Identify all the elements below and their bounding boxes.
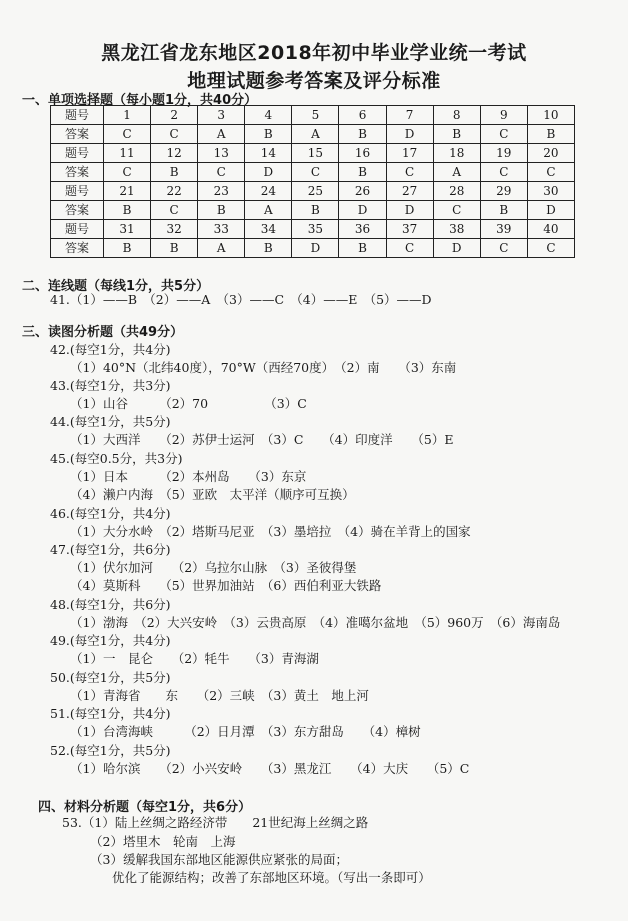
section3-heading: 三、读图分析题（共49分） [22, 325, 184, 340]
table-cell: D [245, 163, 292, 182]
answer-table [50, 105, 575, 258]
table-cell: 31 [104, 220, 151, 239]
table-cell: 39 [480, 220, 527, 239]
table-cell: D [527, 201, 574, 220]
table-cell: D [433, 239, 480, 258]
table-cell: C [527, 239, 574, 258]
table-cell: D [386, 125, 433, 144]
table-row [51, 201, 575, 220]
table-cell: 11 [104, 144, 151, 163]
q53-answer-2: （2）塔里木 轮南 上海 [90, 834, 236, 849]
document-subtitle: 地理试题参考答案及评分标准 [187, 70, 441, 92]
row-label-cell: 答案 [51, 163, 104, 182]
q53-answer-3: （3）缓解我国东部地区能源供应紧张的局面； [90, 852, 348, 867]
q42-answer: （1）40°N（北纬40度），70°W（西经70度） （2）南 （3）东南 [70, 360, 457, 375]
q45-answer-1: （1）日本 （2）本州岛 （3）东京 [70, 469, 307, 484]
table-cell: B [339, 163, 386, 182]
q52-header: 52.(每空1分，共5分) [50, 743, 171, 758]
q49-header: 49.(每空1分，共4分) [50, 633, 171, 648]
q46-answer: （1）大分水岭 （2）塔斯马尼亚 （3）墨培拉 （4）骑在羊背上的国家 [70, 524, 471, 539]
table-row [51, 106, 575, 125]
table-cell: 24 [245, 182, 292, 201]
table-cell: 17 [386, 144, 433, 163]
q51-answer: （1）台湾海峡 （2）日月潭 （3）东方甜岛 （4）樟树 [70, 724, 421, 739]
row-label-cell: 题号 [51, 106, 104, 125]
table-cell: D [339, 201, 386, 220]
table-cell: 34 [245, 220, 292, 239]
table-cell: C [386, 163, 433, 182]
table-cell: C [480, 163, 527, 182]
table-cell: 30 [527, 182, 574, 201]
q43-answer: （1）山谷 （2）70 （3）C [70, 396, 307, 411]
table-cell: 25 [292, 182, 339, 201]
table-cell: B [433, 125, 480, 144]
q50-answer: （1）青海省 东 （2）三峡 （3）黄土 地上河 [70, 688, 369, 703]
table-cell: 26 [339, 182, 386, 201]
q48-answer: （1）渤海 （2）大兴安岭 （3）云贵高原 （4）准噶尔盆地 （5）960万 （6）海南岛 [70, 615, 561, 630]
table-cell: A [292, 125, 339, 144]
table-cell: C [104, 163, 151, 182]
table-cell: B [104, 201, 151, 220]
table-cell: C [104, 125, 151, 144]
q44-header: 44.(每空1分，共5分) [50, 414, 171, 429]
table-cell: A [198, 125, 245, 144]
q41-answer: 41.（1）——B （2）——A （3）——C （4）——E （5）——D [50, 292, 432, 307]
table-cell: 40 [527, 220, 574, 239]
table-cell: 16 [339, 144, 386, 163]
table-cell: C [480, 239, 527, 258]
table-cell: 2 [151, 106, 198, 125]
table-cell: C [386, 239, 433, 258]
q49-answer: （1）一 昆仑 （2）牦牛 （3）青海湖 [70, 651, 319, 666]
q50-header: 50.(每空1分，共5分) [50, 670, 171, 685]
table-cell: C [151, 125, 198, 144]
q45-header: 45.(每空0.5分，共3分) [50, 451, 183, 466]
table-cell: 4 [245, 106, 292, 125]
table-cell: C [433, 201, 480, 220]
q45-answer-2: （4）濑户内海 （5）亚欧 太平洋（顺序可互换） [70, 487, 355, 502]
table-cell: 22 [151, 182, 198, 201]
table-cell: C [527, 163, 574, 182]
table-cell: 21 [104, 182, 151, 201]
table-row [51, 125, 575, 144]
q47-answer-2: （4）莫斯科 （5）世界加油站 （6）西伯利亚大铁路 [70, 578, 382, 593]
row-label-cell: 题号 [51, 144, 104, 163]
table-cell: C [292, 163, 339, 182]
q53-answer-1: 53.（1）陆上丝绸之路经济带 21世纪海上丝绸之路 [62, 815, 369, 830]
table-cell: 28 [433, 182, 480, 201]
table-cell: 12 [151, 144, 198, 163]
table-cell: 36 [339, 220, 386, 239]
q48-header: 48.(每空1分，共6分) [50, 597, 171, 612]
table-cell: B [198, 201, 245, 220]
table-cell: B [527, 125, 574, 144]
q51-header: 51.(每空1分，共4分) [50, 706, 171, 721]
q46-header: 46.(每空1分，共4分) [50, 506, 171, 521]
table-cell: C [480, 125, 527, 144]
table-cell: A [198, 239, 245, 258]
table-cell: A [433, 163, 480, 182]
row-label-cell: 答案 [51, 201, 104, 220]
table-cell: D [292, 239, 339, 258]
table-cell: 10 [527, 106, 574, 125]
row-label-cell: 答案 [51, 125, 104, 144]
table-cell: C [151, 201, 198, 220]
table-cell: B [151, 239, 198, 258]
table-row [51, 163, 575, 182]
q52-answer: （1）哈尔滨 （2）小兴安岭 （3）黑龙江 （4）大庆 （5）C [70, 761, 470, 776]
document-title: 黑龙江省龙东地区2018年初中毕业学业统一考试 [101, 42, 527, 64]
q53-answer-4: 优化了能源结构；改善了东部地区环境。（写出一条即可） [112, 870, 431, 885]
q44-answer: （1）大西洋 （2）苏伊士运河 （3）C （4）印度洋 （5）E [70, 432, 454, 447]
table-cell: 13 [198, 144, 245, 163]
row-label-cell: 题号 [51, 220, 104, 239]
table-cell: 14 [245, 144, 292, 163]
table-cell: B [104, 239, 151, 258]
table-cell: 38 [433, 220, 480, 239]
section2-heading: 二、连线题（每线1分，共5分） [22, 279, 210, 294]
table-cell: D [386, 201, 433, 220]
table-cell: 37 [386, 220, 433, 239]
table-cell: B [339, 239, 386, 258]
table-row [51, 144, 575, 163]
table-cell: 23 [198, 182, 245, 201]
table-cell: 32 [151, 220, 198, 239]
table-cell: 20 [527, 144, 574, 163]
table-cell: 6 [339, 106, 386, 125]
table-row [51, 220, 575, 239]
table-cell: B [245, 125, 292, 144]
table-cell: 8 [433, 106, 480, 125]
q42-header: 42.(每空1分，共4分) [50, 342, 171, 357]
section4-heading: 四、材料分析题（每空1分，共6分） [38, 800, 252, 815]
table-cell: 18 [433, 144, 480, 163]
table-cell: B [245, 239, 292, 258]
table-row [51, 182, 575, 201]
table-cell: B [151, 163, 198, 182]
table-cell: B [292, 201, 339, 220]
table-cell: 15 [292, 144, 339, 163]
table-cell: 35 [292, 220, 339, 239]
table-cell: A [245, 201, 292, 220]
table-cell: 29 [480, 182, 527, 201]
q47-header: 47.(每空1分，共6分) [50, 542, 171, 557]
q43-header: 43.(每空1分，共3分) [50, 378, 171, 393]
table-cell: 3 [198, 106, 245, 125]
row-label-cell: 答案 [51, 239, 104, 258]
table-cell: C [198, 163, 245, 182]
section1-heading: 一、单项选择题（每小题1分，共40分） [22, 93, 258, 108]
table-cell: B [339, 125, 386, 144]
table-cell: 19 [480, 144, 527, 163]
table-cell: 1 [104, 106, 151, 125]
table-cell: 27 [386, 182, 433, 201]
table-cell: 9 [480, 106, 527, 125]
table-cell: 7 [386, 106, 433, 125]
table-cell: B [480, 201, 527, 220]
row-label-cell: 题号 [51, 182, 104, 201]
q47-answer-1: （1）伏尔加河 （2）乌拉尔山脉 （3）圣彼得堡 [70, 560, 357, 575]
table-cell: 33 [198, 220, 245, 239]
table-cell: 5 [292, 106, 339, 125]
table-row [51, 239, 575, 258]
